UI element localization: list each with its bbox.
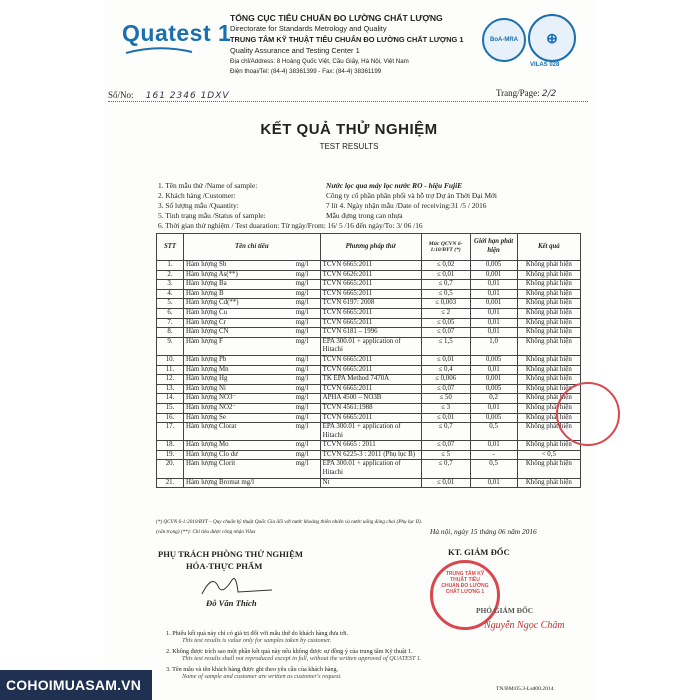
cell-detection-limit: 0,005 [470, 384, 517, 394]
cell-method: TCVN 6665:2011 [320, 289, 421, 299]
cell-stt: 9. [157, 337, 184, 355]
cell-detection-limit: 0,001 [470, 270, 517, 280]
cell-limit: ≤ 1,5 [421, 337, 470, 355]
cell-parameter: Hàm lượng CN [184, 328, 294, 338]
cell-stt: 1. [157, 261, 184, 271]
cell-detection-limit: 0,001 [470, 299, 517, 309]
cell-limit: ≤ 0,01 [421, 355, 470, 365]
cell-unit: mg/l [294, 394, 321, 404]
cell-detection-limit: 0,01 [470, 328, 517, 338]
cell-limit: ≤ 0,4 [421, 365, 470, 375]
stamp-text: TRUNG TÂM KỸ THUẬT TIÊU CHUẨN ĐO LƯỜNG CHẤT LƯỢNG 1 [441, 571, 489, 595]
cell-unit: mg/l [294, 308, 321, 318]
cell-unit: mg/l [294, 328, 321, 338]
center-name-vn: TRUNG TÂM KỸ THUẬT TIÊU CHUẨN ĐO LƯỜNG CHẤT LƯỢNG 1 [230, 35, 464, 44]
cell-result: Không phát hiện [517, 384, 580, 394]
logo-swoosh-icon [124, 46, 194, 56]
site-watermark: COHOIMUASAM.VN [0, 670, 152, 700]
cell-parameter: Hàm lượng Hg [184, 375, 294, 385]
col-result: Kết quả [517, 234, 580, 261]
left-signatory-dept: HÓA-THỰC PHẨM [186, 561, 263, 571]
col-stt: STT [157, 234, 184, 261]
cell-stt: 3. [157, 280, 184, 290]
cell-method: TCVN 6665:2011 [320, 365, 421, 375]
cell-method: TCVN 4561:1988 [320, 403, 421, 413]
note-1 [166, 630, 348, 644]
cell-unit: mg/l [294, 423, 321, 441]
cell-result: Không phát hiện [517, 441, 580, 451]
vilas-label: VILAS 028 [530, 62, 560, 68]
cell-stt: 15. [157, 403, 184, 413]
report-number-rule [108, 101, 588, 102]
page-number [496, 88, 556, 99]
cell-stt: 4. [157, 289, 184, 299]
cell-method: Nt [320, 478, 421, 488]
cell-method: TCVN 6197: 2008 [320, 299, 421, 309]
cell-limit: ≤ 0,07 [421, 441, 470, 451]
info-label: 1. Tên mẫu thử /Name of sample: [158, 181, 258, 190]
left-signature [192, 572, 282, 600]
col-parameter: Tên chỉ tiêu [184, 234, 321, 261]
cell-limit: ≤ 0,7 [421, 423, 470, 441]
info-label: 3. Số lượng mẫu /Quantity: [158, 201, 239, 210]
cell-method: TCVN 6665:2011 [320, 280, 421, 290]
table-row [157, 328, 581, 338]
vilas-badge [528, 14, 576, 62]
cell-parameter: Hàm lượng Cr [184, 318, 294, 328]
test-report-page [104, 0, 594, 700]
cell-unit: mg/l [294, 413, 321, 423]
boa-mra-label: BoA-MRA [490, 37, 518, 43]
table-row [157, 384, 581, 394]
info-status [158, 211, 403, 220]
table-row [157, 299, 581, 309]
cell-result: Không phát hiện [517, 365, 580, 375]
address: Địa chỉ/Address: 8 Hoàng Quốc Việt, Cầu Giấy, Hà Nội, Việt Nam [230, 58, 409, 65]
cell-unit: mg/l [294, 450, 321, 460]
form-code: TN/BM/05.3-Lsd00.2014 [496, 686, 554, 692]
cell-stt: 13. [157, 384, 184, 394]
results-table [156, 233, 581, 488]
cell-method: TCVN 6626:2011 [320, 270, 421, 280]
boa-mra-badge [482, 18, 526, 62]
cell-result: Không phát hiện [517, 423, 580, 441]
cell-parameter: Hàm lượng Se [184, 413, 294, 423]
cell-parameter: Hàm lượng F [184, 337, 294, 355]
cell-parameter: Hàm lượng Sb [184, 261, 294, 271]
cell-unit: mg/l [294, 280, 321, 290]
cell-detection-limit: 0,01 [470, 478, 517, 488]
cell-limit: ≤ 0,02 [421, 261, 470, 271]
cell-detection-limit: 0,01 [470, 280, 517, 290]
cell-detection-limit: 0,01 [470, 318, 517, 328]
cell-limit: ≤ 2 [421, 308, 470, 318]
cell-parameter: Hàm lượng B [184, 289, 294, 299]
cell-method: TCVN 6665 : 2011 [320, 441, 421, 451]
cell-result: Không phát hiện [517, 460, 580, 478]
report-number-label: Số/No: [108, 90, 134, 100]
table-header-row [157, 234, 581, 261]
cell-method: EPA 300.01 + application of Hitachi [320, 337, 421, 355]
page-subtitle: TEST RESULTS [319, 142, 379, 151]
cell-unit: mg/l [294, 403, 321, 413]
table-row [157, 261, 581, 271]
cell-method: EPA 300.01 + application of Hitachi [320, 460, 421, 478]
cell-unit: mg/l [294, 355, 321, 365]
table-row [157, 441, 581, 451]
cell-limit: ≤ 0,01 [421, 413, 470, 423]
cell-parameter: Hàm lượng Bromat mg/l [184, 478, 294, 488]
info-label: 6. Thời gian thử nghiệm / Test duaration: Từ ngày/From: 16/ 5 /16 đến ngày/To: 3/ 06 /16 [158, 221, 423, 230]
cell-parameter: Hàm lượng Cu [184, 308, 294, 318]
cell-method: APHA 4500 – NO3B [320, 394, 421, 404]
cell-stt: 7. [157, 318, 184, 328]
cell-stt: 6. [157, 308, 184, 318]
table-row [157, 394, 581, 404]
table-row [157, 318, 581, 328]
cell-result: < 0,5 [517, 450, 580, 460]
cell-stt: 16. [157, 413, 184, 423]
right-signatory-name: Nguyễn Ngọc Châm [484, 620, 565, 631]
right-signatory-sub: PHÓ GIÁM ĐỐC [476, 606, 534, 615]
cell-stt: 12. [157, 375, 184, 385]
info-sample-name [158, 181, 463, 190]
cell-unit: mg/l [294, 365, 321, 375]
note-vn: 2. Không được trích sao một phần kết quả này nếu không được sự đồng ý của trung tâm Kỹ thuật 1. [166, 648, 413, 655]
cell-method: TCVN 6225-3 : 2011 (Phụ lục B) [320, 450, 421, 460]
cell-result: Không phát hiện [517, 299, 580, 309]
note-vn: 1. Phiếu kết quả này chỉ có giá trị đối với mẫu thử do khách hàng đưa tới. [166, 630, 349, 637]
table-row [157, 280, 581, 290]
cell-limit: ≤ 0,05 [421, 318, 470, 328]
cell-result: Không phát hiện [517, 270, 580, 280]
cell-detection-limit: 0,01 [470, 441, 517, 451]
cell-parameter: Hàm lượng Mo [184, 441, 294, 451]
left-signatory-name: Đỗ Văn Thích [206, 598, 257, 608]
cell-detection-limit: 0,01 [470, 289, 517, 299]
cell-detection-limit: 0,001 [470, 375, 517, 385]
cell-limit: ≤ 0,006 [421, 375, 470, 385]
cell-limit: ≤ 0,01 [421, 478, 470, 488]
cell-stt: 21. [157, 478, 184, 488]
cell-detection-limit: 1,0 [470, 337, 517, 355]
cell-limit: ≤ 0,7 [421, 280, 470, 290]
cell-result: Không phát hiện [517, 289, 580, 299]
center-name-en: Quality Assurance and Testing Center 1 [230, 46, 360, 55]
cell-unit: mg/l [294, 270, 321, 280]
cell-parameter: Hàm lượng Ba [184, 280, 294, 290]
cell-stt: 18. [157, 441, 184, 451]
cell-stt: 17. [157, 423, 184, 441]
note-vn: 3. Tên mẫu và tên khách hàng được ghi theo yêu cầu của khách hàng. [166, 666, 339, 673]
cell-unit: mg/l [294, 375, 321, 385]
cell-detection-limit: 0,5 [470, 460, 517, 478]
cell-stt: 14. [157, 394, 184, 404]
cell-stt: 19. [157, 450, 184, 460]
cell-detection-limit: 0,005 [470, 355, 517, 365]
cell-unit: mg/l [294, 289, 321, 299]
cell-result: Không phát hiện [517, 261, 580, 271]
note-3 [166, 666, 342, 680]
cell-method: TCVN 6665:2011 [320, 413, 421, 423]
left-signatory-title: PHỤ TRÁCH PHÒNG THỬ NGHIỆM [158, 549, 303, 559]
issue-date: Hà nội, ngày 15 tháng 06 năm 2016 [430, 527, 537, 536]
info-value: Mẫu đựng trong can nhựa [326, 211, 403, 220]
cell-detection-limit: 0,005 [470, 413, 517, 423]
info-label: 2. Khách hàng /Customer: [158, 191, 236, 200]
cell-result: Không phát hiện [517, 375, 580, 385]
report-number-value: 161 2346 1DXV [145, 91, 230, 101]
globe-icon: ⊕ [546, 29, 558, 46]
page-number-value: 2/2 [541, 89, 557, 99]
footnote-vilas: (cân trọng) (**): Chỉ tiêu được công nhận Vilas [156, 529, 256, 535]
cell-result: Không phát hiện [517, 337, 580, 355]
cell-method: TCVN 6665:2011 [320, 261, 421, 271]
table-row [157, 308, 581, 318]
cell-stt: 11. [157, 365, 184, 375]
cell-result: Không phát hiện [517, 394, 580, 404]
cell-stt: 5. [157, 299, 184, 309]
table-row [157, 365, 581, 375]
table-row [157, 460, 581, 478]
results-body [157, 261, 581, 488]
cell-parameter: Hàm lượng Clo dư [184, 450, 294, 460]
col-method: Phương pháp thử [320, 234, 421, 261]
cell-detection-limit: 0,005 [470, 261, 517, 271]
cell-parameter: Hàm lượng Mn [184, 365, 294, 375]
cell-limit: ≤ 50 [421, 394, 470, 404]
table-row [157, 423, 581, 441]
cell-method: TCVN 6665:2011 [320, 308, 421, 318]
cell-unit: mg/l [294, 441, 321, 451]
info-value: Công ty cổ phần phân phối và hỗ trợ Dự án Thời Đại Mới [326, 191, 497, 200]
right-signatory-title: KT. GIÁM ĐỐC [448, 547, 510, 557]
cell-unit: mg/l [294, 384, 321, 394]
cell-method: TCVN 6665:2011 [320, 355, 421, 365]
cell-method: TK EPA Method 7470A [320, 375, 421, 385]
cell-unit: mg/l [294, 318, 321, 328]
org-name-vn: TỔNG CỤC TIÊU CHUẨN ĐO LƯỜNG CHẤT LƯỢNG [230, 13, 443, 23]
info-label: 5. Tình trạng mẫu /Status of sample: [158, 211, 266, 220]
cell-parameter: Hàm lượng NO2⁻ [184, 403, 294, 413]
cell-stt: 2. [157, 270, 184, 280]
cell-result: Không phát hiện [517, 308, 580, 318]
cell-limit: ≤ 3 [421, 403, 470, 413]
cell-unit: mg/l [294, 299, 321, 309]
cell-parameter: Hàm lượng Pb [184, 355, 294, 365]
report-number [108, 90, 230, 101]
info-test-duration [158, 221, 423, 230]
cell-detection-limit: - [470, 450, 517, 460]
cell-stt: 8. [157, 328, 184, 338]
table-row [157, 450, 581, 460]
cell-unit: mg/l [294, 337, 321, 355]
table-row [157, 375, 581, 385]
cell-limit: ≤ 5 [421, 450, 470, 460]
info-customer [158, 191, 497, 200]
edge-stamp [556, 382, 620, 446]
table-row [157, 355, 581, 365]
phone-fax: Điện thoại/Tel: (84-4) 38361399 - Fax: (84-4) 38361199 [230, 68, 382, 75]
cell-result: Không phát hiện [517, 318, 580, 328]
table-row [157, 289, 581, 299]
table-row [157, 270, 581, 280]
note-en: Name of sample and customer are written as customer's request. [182, 673, 342, 680]
table-row [157, 403, 581, 413]
note-en: This test results is value only for samples taken by customer. [182, 637, 332, 644]
cell-parameter: Hàm lượng Clorit [184, 460, 294, 478]
cell-result: Không phát hiện [517, 355, 580, 365]
cell-limit: ≤ 0,07 [421, 384, 470, 394]
org-name-en: Directorate for Standards Metrology and Quality [230, 24, 387, 33]
cell-detection-limit: 0,01 [470, 308, 517, 318]
cell-result: Không phát hiện [517, 403, 580, 413]
note-2 [166, 648, 422, 662]
page-title: KẾT QUẢ THỬ NGHIỆM [260, 121, 438, 138]
cell-detection-limit: 0,01 [470, 403, 517, 413]
cell-result: Không phát hiện [517, 413, 580, 423]
table-row [157, 337, 581, 355]
quatest-logo: Quatest 1 [122, 20, 232, 46]
cell-parameter: Hàm lượng NO3⁻ [184, 394, 294, 404]
info-value: Nước lọc qua máy lọc nước RO - hiệu FujiE [326, 181, 463, 190]
col-limit: Mức QCVN 6-1:10/BYT (*) [421, 234, 470, 261]
cell-unit: mg/l [294, 261, 321, 271]
cell-method: TCVN 6665:2011 [320, 318, 421, 328]
cell-unit [294, 478, 321, 488]
cell-stt: 10. [157, 355, 184, 365]
table-row [157, 478, 581, 488]
cell-method: EPA 300.01 + application of Hitachi [320, 423, 421, 441]
cell-unit: mg/l [294, 460, 321, 478]
cell-limit: ≤ 0,003 [421, 299, 470, 309]
cell-stt: 20. [157, 460, 184, 478]
cell-limit: ≤ 0,01 [421, 270, 470, 280]
page-number-label: Trang/Page: [496, 88, 540, 98]
cell-detection-limit: 0,01 [470, 365, 517, 375]
cell-parameter: Hàm lượng Ni [184, 384, 294, 394]
cell-result: Không phát hiện [517, 478, 580, 488]
cell-limit: ≤ 0,07 [421, 328, 470, 338]
cell-parameter: Hàm lượng Cd(**) [184, 299, 294, 309]
info-quantity [158, 201, 487, 210]
cell-detection-limit: 0,5 [470, 423, 517, 441]
cell-limit: ≤ 0,7 [421, 460, 470, 478]
cell-method: TCVN 6181 – 1996 [320, 328, 421, 338]
footnote-qcvn: (*) QCVN 6-1:2010/BYT – Quy chuẩn kỹ thuật Quốc Gia đối với nước khoáng thiên nhiên và nước uống đóng chai (Phụ lục II). [156, 519, 422, 525]
cell-detection-limit: 0,2 [470, 394, 517, 404]
col-detection-limit: Giới hạn phát hiện [470, 234, 517, 261]
cell-result: Không phát hiện [517, 280, 580, 290]
cell-limit: ≤ 0,5 [421, 289, 470, 299]
info-value: 7 lít 4. Ngày nhận mẫu /Date of receiving:31 /5 / 2016 [326, 201, 487, 210]
cell-result: Không phát hiện [517, 328, 580, 338]
note-en: This test results shall not reproduced except in full, without the written approved of QUATEST 1. [182, 655, 422, 662]
cell-parameter: Hàm lượng As(**) [184, 270, 294, 280]
table-row [157, 413, 581, 423]
cell-method: TCVN 6665:2011 [320, 384, 421, 394]
cell-parameter: Hàm lượng Clorat [184, 423, 294, 441]
